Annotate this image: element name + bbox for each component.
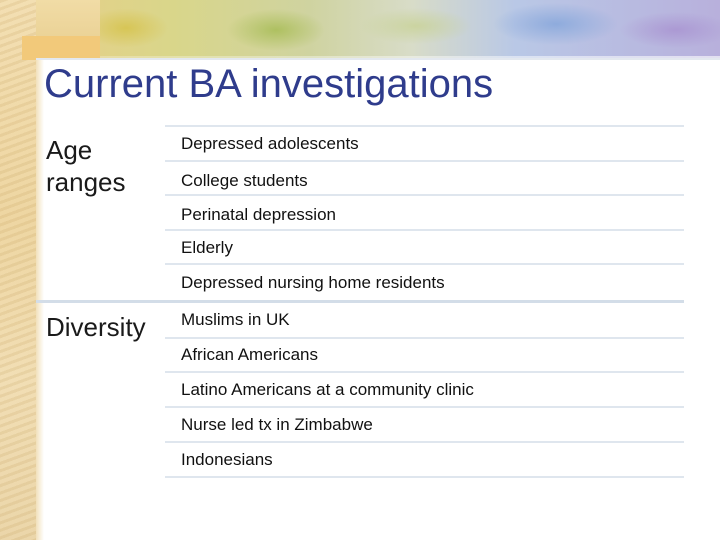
list-item <box>165 444 684 478</box>
slide-title: Current BA investigations <box>44 62 494 106</box>
list-item-text: Nurse led tx in Zimbabwe <box>181 415 373 434</box>
list-item-text: Latino Americans at a community clinic <box>181 380 474 399</box>
list-item <box>165 128 684 162</box>
list-item-text: Elderly <box>181 238 233 257</box>
list-item-text: Muslims in UK <box>181 310 290 329</box>
group-label-age-ranges: Age ranges <box>46 135 126 197</box>
title-underline <box>36 58 720 60</box>
list-item-text: Depressed adolescents <box>181 134 359 153</box>
list-item <box>165 162 684 196</box>
list-item <box>165 305 684 339</box>
list-item <box>165 409 684 443</box>
group-label-diversity: Diversity <box>46 312 146 342</box>
list-item <box>165 231 684 265</box>
list-item-text: Indonesians <box>181 450 273 469</box>
decorative-left-strip <box>0 0 36 540</box>
list-item-text: College students <box>181 171 308 190</box>
list-item <box>165 374 684 408</box>
group-divider <box>36 300 684 303</box>
list-item-text: Depressed nursing home residents <box>181 273 445 292</box>
decorative-top-banner <box>36 0 720 60</box>
list-item-text: African Americans <box>181 345 318 364</box>
list-item <box>165 197 684 231</box>
table-top-rule <box>165 125 684 127</box>
decorative-corner-block <box>22 36 100 60</box>
list-item <box>165 266 684 300</box>
list-item-text: Perinatal depression <box>181 205 336 224</box>
list-item <box>165 339 684 373</box>
